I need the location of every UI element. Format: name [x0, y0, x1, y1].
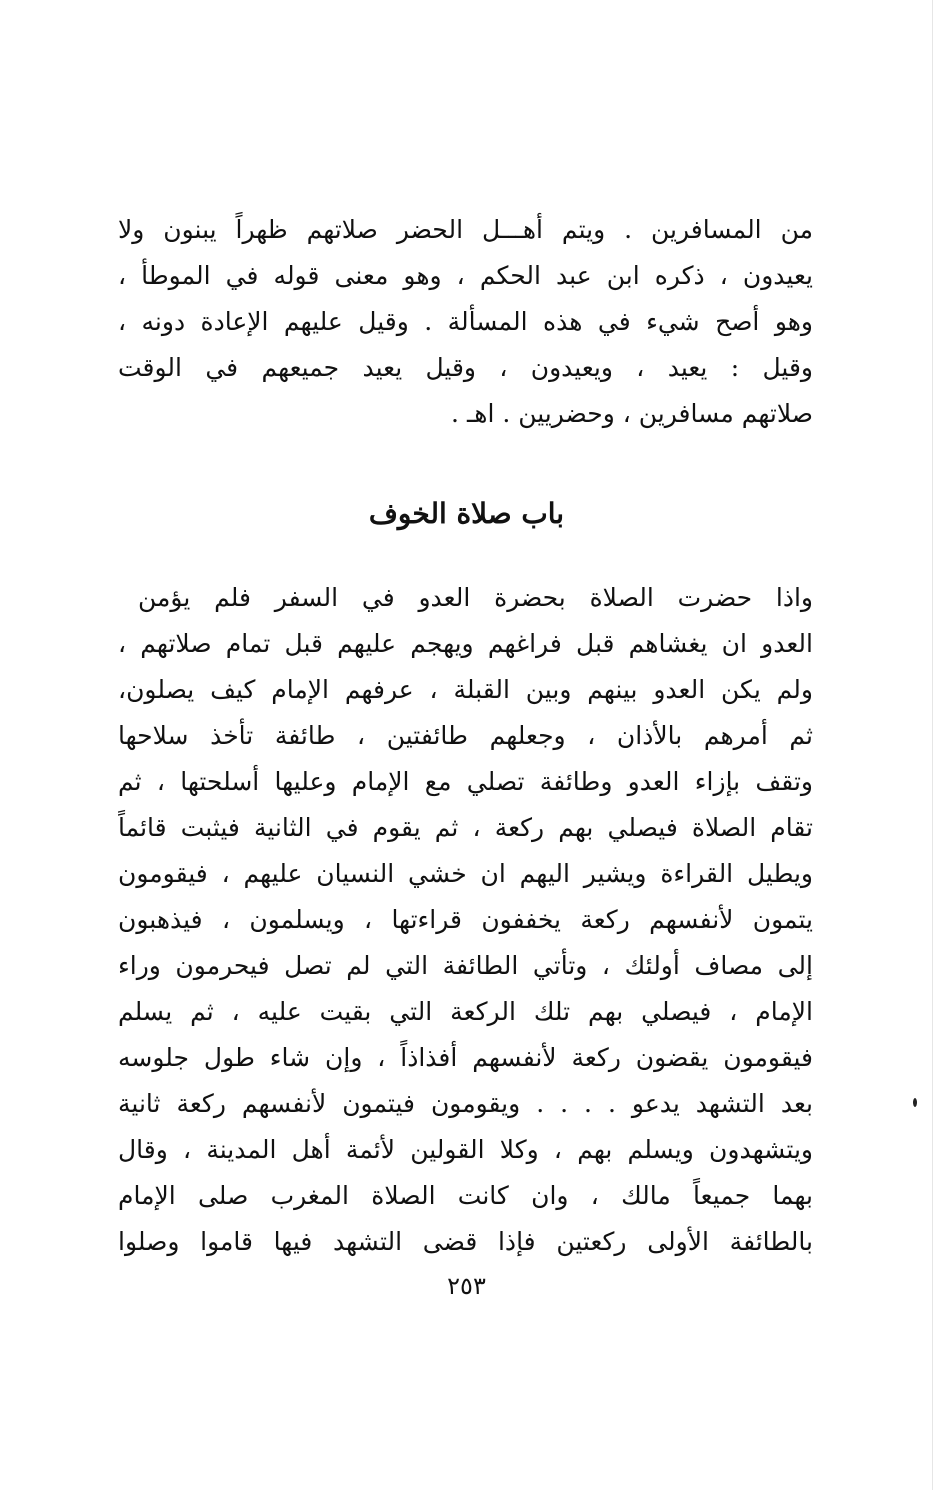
main-paragraph-line: تقام الصلاة فيصلي بهم ركعة ، ثم يقوم في الثانية فيثبت قائماً: [118, 813, 813, 842]
main-paragraph-line: إلى مصاف أولئك ، وتأتي الطائفة التي لم تصل فيحرمون وراء: [118, 951, 813, 980]
main-paragraph-line: العدو ان يغشاهم قبل فراغهم ويهجم عليهم قبل تمام صلاتهم ،: [118, 629, 813, 658]
main-paragraph-line: ولم يكن العدو بينهم وبين القبلة ، عرفهم الإمام كيف يصلون،: [118, 675, 813, 704]
top-paragraph-line: وهو أصح شيء في هذه المسألة . وقيل عليهم الإعادة دونه ،: [118, 307, 813, 336]
main-paragraph-line: فيقومون يقضون ركعة لأنفسهم أفذاذاً ، وإن شاء طول جلوسه: [118, 1043, 813, 1072]
main-paragraph-line: بعد التشهد يدعو . . . . ويقومون فيتمون لأنفسهم ركعة ثانية: [118, 1089, 813, 1118]
page-number: ٢٥٣: [447, 1272, 486, 1300]
top-paragraph-line: صلاتهم مسافرين ، وحضريين . اهـ .: [451, 399, 813, 428]
main-paragraph-line: الإمام ، فيصلي بهم تلك الركعة التي بقيت عليه ، ثم يسلم: [118, 997, 813, 1026]
main-paragraph-line: بالطائفة الأولى ركعتين فإذا قضى التشهد فيها قاموا وصلوا: [118, 1227, 813, 1256]
main-paragraph-line: ثم أمرهم بالأذان ، وجعلهم طائفتين ، طائفة تأخذ سلاحها: [118, 721, 813, 750]
main-paragraph-line: يتمون لأنفسهم ركعة يخففون قراءتها ، ويسلمون ، فيذهبون: [118, 905, 813, 934]
main-paragraph-line: بهما جميعاً مالك ، وان كانت الصلاة المغرب صلى الإمام: [118, 1181, 813, 1210]
main-paragraph-line: وتقف بإزاء العدو وطائفة تصلي مع الإمام وعليها أسلحتها ، ثم: [118, 767, 813, 796]
main-paragraph-line: ويطيل القراءة ويشير اليهم ان خشي النسيان عليهم ، فيقومون: [118, 859, 813, 888]
chapter-heading: باب صلاة الخوف: [368, 497, 565, 530]
top-paragraph-line: وقيل : يعيد ، ويعيدون ، وقيل يعيد جميعهم في الوقت: [118, 353, 813, 382]
main-paragraph-line: ويتشهدون ويسلم بهم ، وكلا القولين لأئمة أهل المدينة ، وقال: [118, 1135, 813, 1164]
top-paragraph-line: من المسافرين . ويتم أهـــل الحضر صلاتهم ظهراً يبنون ولا: [118, 215, 813, 244]
main-paragraph-line: واذا حضرت الصلاة بحضرة العدو في السفر فلم يؤمن: [138, 583, 813, 612]
scan-speck: [913, 1098, 917, 1107]
top-paragraph-line: يعيدون ، ذكره ابن عبد الحكم ، وهو معنى قوله في الموطأ ،: [118, 261, 813, 290]
